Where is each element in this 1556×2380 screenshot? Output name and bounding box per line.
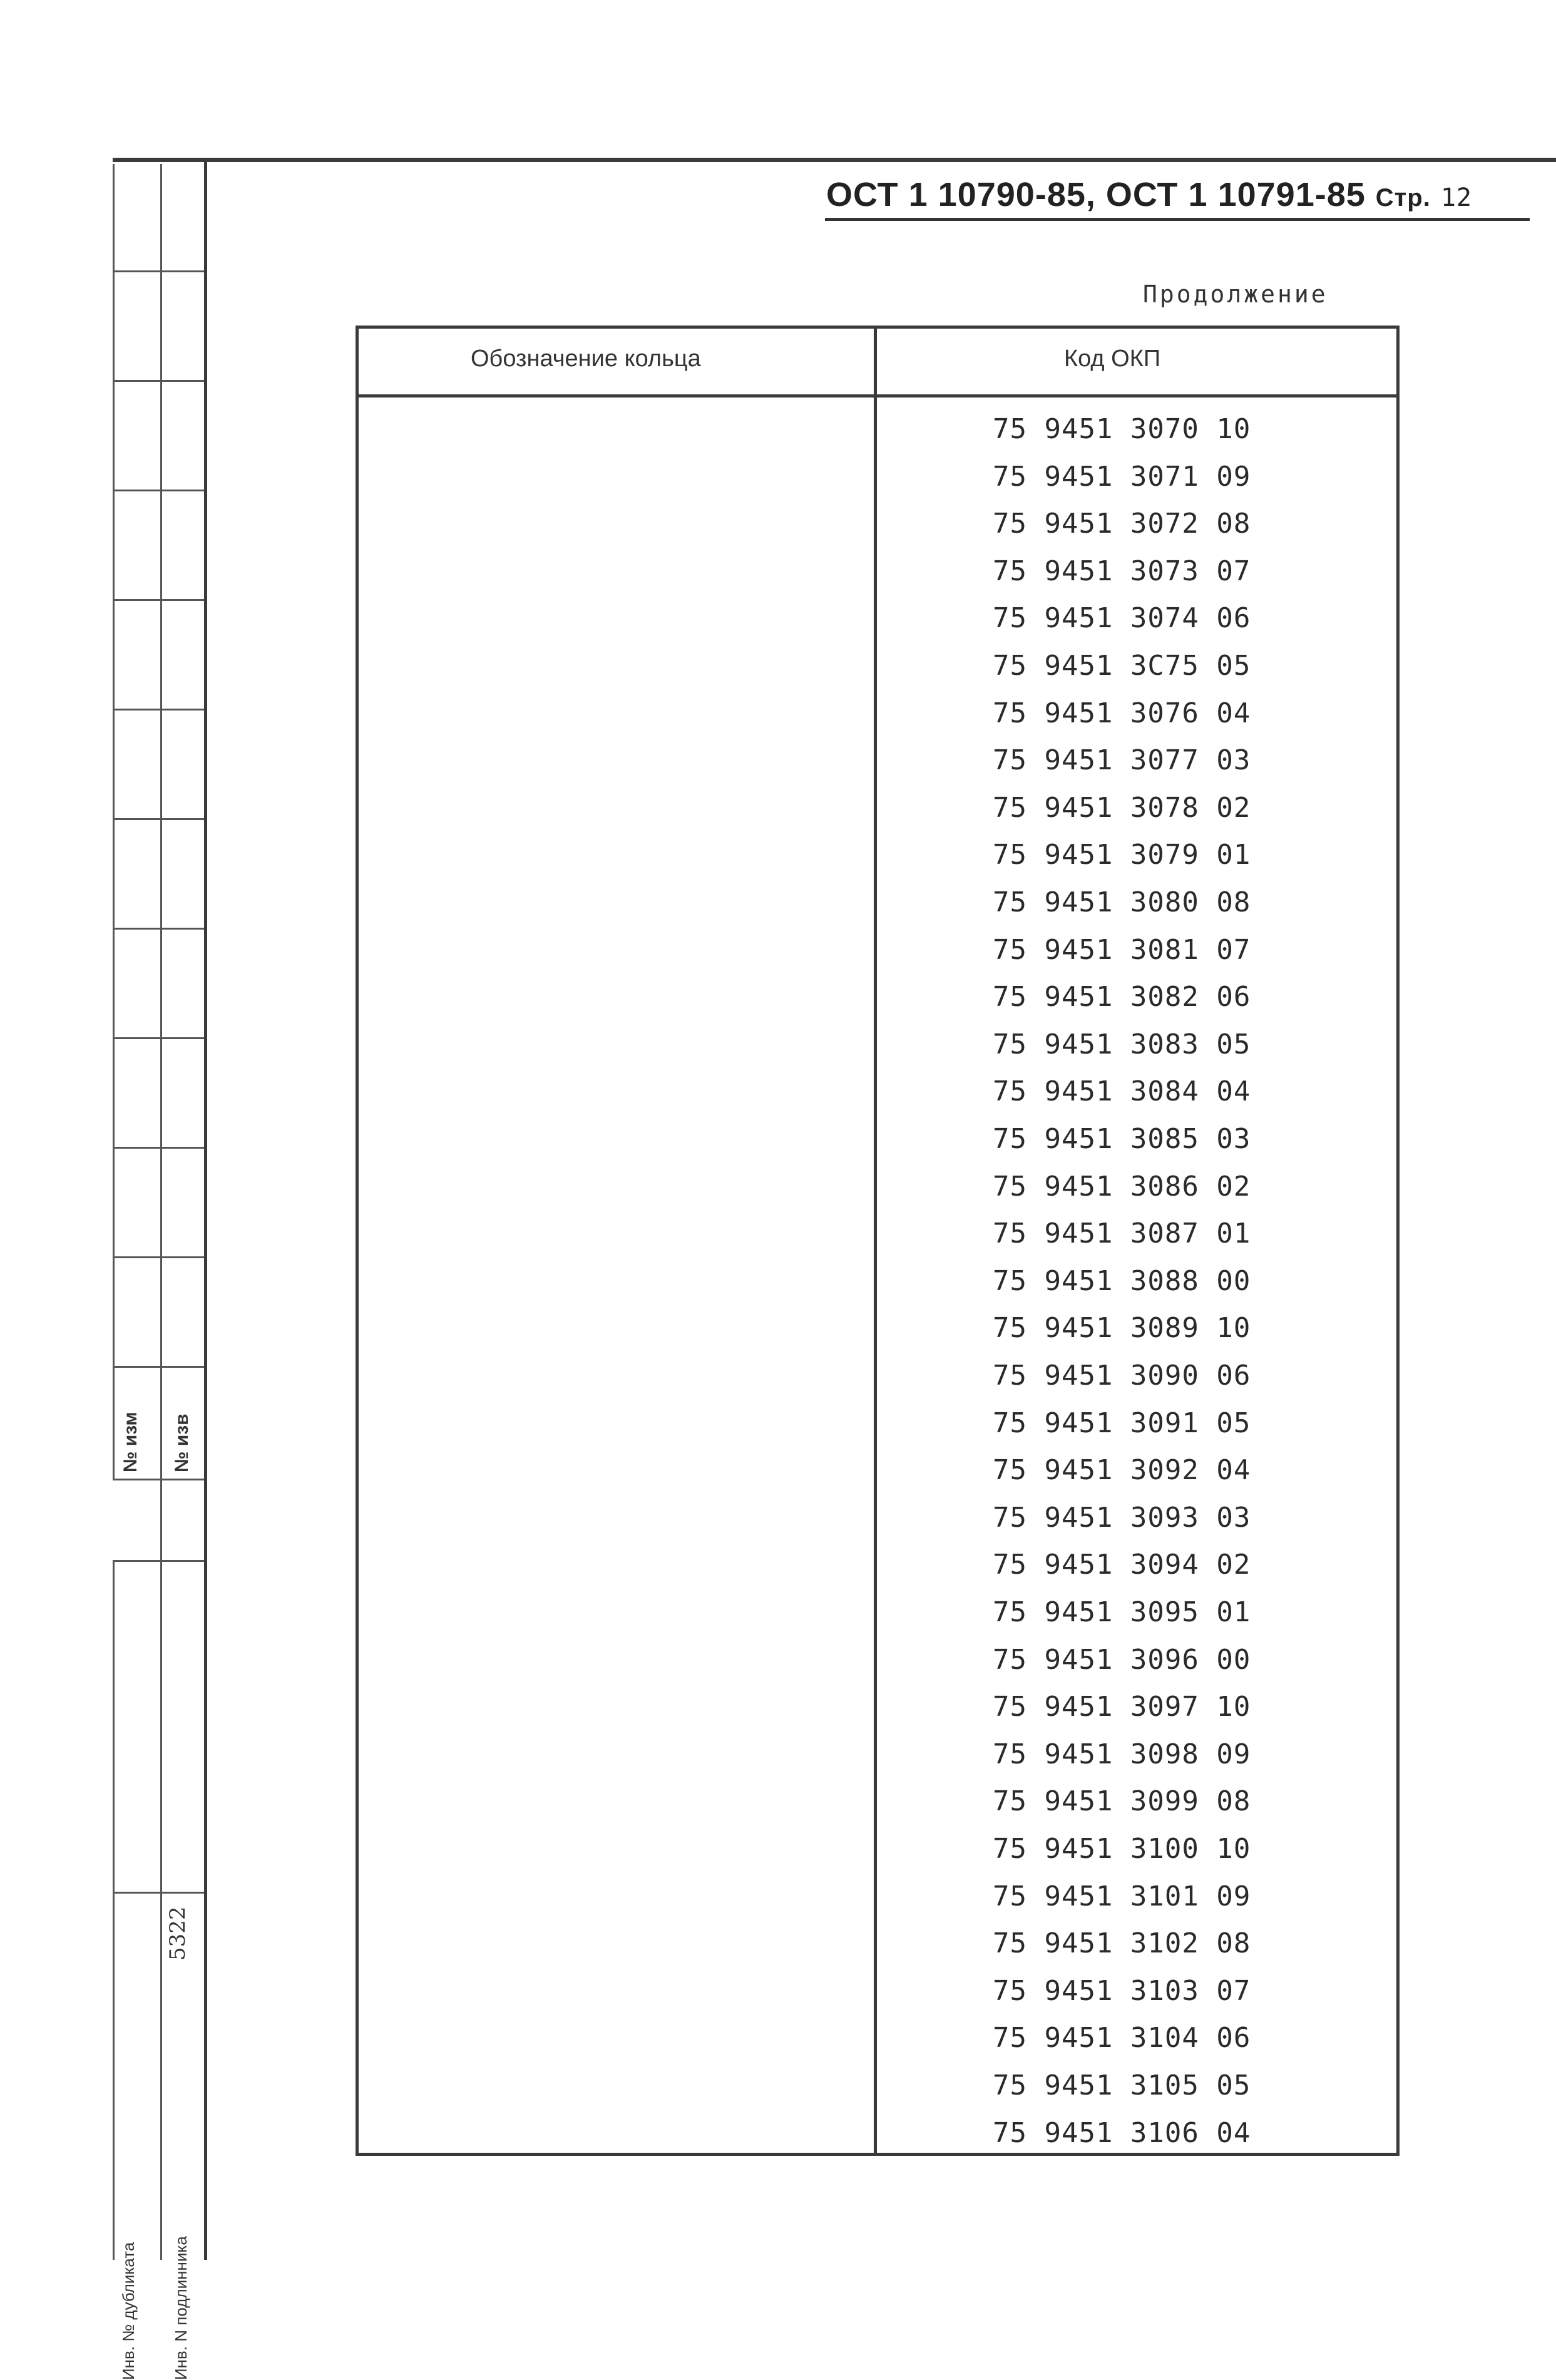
row-okp-code: 75 9451 3103 07 [993, 1975, 1251, 2007]
row-okp-code: 75 9451 3094 02 [993, 1549, 1251, 1581]
row-okp-code: 75 9451 3092 04 [993, 1454, 1251, 1486]
strip-cell-divider [113, 1366, 204, 1368]
page-number: 12 [1440, 183, 1473, 212]
row-okp-code: 75 9451 3097 10 [993, 1691, 1251, 1723]
row-okp-code: 75 9451 3071 09 [993, 461, 1251, 493]
frame-left-line [204, 160, 207, 2260]
row-okp-code: 75 9451 3087 01 [993, 1218, 1251, 1249]
row-okp-code: 75 9451 3073 07 [993, 555, 1251, 587]
row-okp-code: 75 9451 3105 05 [993, 2070, 1251, 2101]
strip-cell-divider [113, 1037, 204, 1039]
row-okp-code: 75 9451 3086 02 [993, 1171, 1251, 1203]
column-divider [874, 327, 877, 2155]
margin-stamp-strip [113, 164, 204, 2380]
duplicate-inventory-label: Инв. № дубликата [119, 2242, 138, 2380]
strip-outer-line-lower [113, 1560, 115, 2260]
header-underline [825, 218, 1530, 221]
strip-cell-divider [113, 380, 204, 382]
row-okp-code: 75 9451 3085 03 [993, 1123, 1251, 1155]
revision-number-label: № изв [171, 1413, 192, 1472]
column-header-okp-code: Код ОКП [1064, 346, 1161, 372]
row-okp-code: 75 9451 3104 06 [993, 2022, 1251, 2054]
document-header [826, 175, 1472, 214]
row-okp-code: 75 9451 3070 10 [993, 413, 1251, 445]
strip-middle-line [160, 164, 162, 2260]
row-okp-code: 75 9451 3095 01 [993, 1596, 1251, 1628]
strip-cell-divider [113, 270, 204, 272]
row-okp-code: 75 9451 3090 06 [993, 1360, 1251, 1392]
row-okp-code: 75 9451 3082 06 [993, 981, 1251, 1013]
strip-cell-divider [113, 818, 204, 820]
row-okp-code: 75 9451 3079 01 [993, 839, 1251, 871]
strip-cell-divider [113, 1147, 204, 1149]
row-okp-code: 75 9451 3099 08 [993, 1785, 1251, 1817]
row-okp-code: 75 9451 3081 07 [993, 934, 1251, 966]
strip-outer-line [113, 164, 115, 1479]
change-number-label: № изм [120, 1412, 141, 1472]
row-okp-code: 75 9451 3088 00 [993, 1265, 1251, 1297]
row-okp-code: 75 9451 3091 05 [993, 1407, 1251, 1439]
strip-cell-divider [113, 1256, 204, 1258]
original-inventory-label: Инв. N подлинника [171, 2236, 190, 2380]
page-label: Стр. [1375, 184, 1431, 212]
frame-top-line [113, 158, 1556, 162]
row-okp-code: 75 9451 3102 08 [993, 1927, 1251, 1959]
row-okp-code: 75 9451 3072 08 [993, 508, 1251, 540]
strip-cell-divider [113, 1892, 204, 1894]
row-okp-code: 75 9451 3093 03 [993, 1502, 1251, 1534]
row-okp-code: 75 9451 3098 09 [993, 1738, 1251, 1770]
strip-cell-divider [113, 490, 204, 491]
row-okp-code: 75 9451 3074 06 [993, 602, 1251, 634]
row-okp-code: 75 9451 3080 08 [993, 886, 1251, 918]
row-okp-code: 75 9451 3100 10 [993, 1833, 1251, 1865]
row-okp-code: 75 9451 3106 04 [993, 2117, 1251, 2149]
row-okp-code: 75 9451 3089 10 [993, 1312, 1251, 1344]
strip-cell-divider [113, 928, 204, 930]
row-okp-code: 75 9451 3101 09 [993, 1880, 1251, 1912]
strip-cell-divider [113, 1479, 204, 1480]
continuation-label: Продолжение [1143, 280, 1328, 308]
strip-cell-divider [113, 1560, 204, 1562]
standard-title: ОСТ 1 10790-85, ОСТ 1 10791-85 [826, 176, 1366, 213]
row-okp-code: 75 9451 3077 03 [993, 744, 1251, 776]
row-okp-code: 75 9451 3078 02 [993, 792, 1251, 824]
row-okp-code: 75 9451 3С75 05 [993, 650, 1251, 682]
strip-cell-divider [113, 599, 204, 601]
strip-cell-divider [113, 709, 204, 710]
row-okp-code: 75 9451 3083 05 [993, 1028, 1251, 1060]
column-header-designation: Обозначение кольца [471, 346, 701, 372]
row-okp-code: 75 9451 3084 04 [993, 1075, 1251, 1107]
row-okp-code: 75 9451 3076 04 [993, 697, 1251, 729]
header-separator [356, 394, 1400, 398]
row-okp-code: 75 9451 3096 00 [993, 1644, 1251, 1676]
margin-number: 5322 [165, 1906, 190, 1961]
